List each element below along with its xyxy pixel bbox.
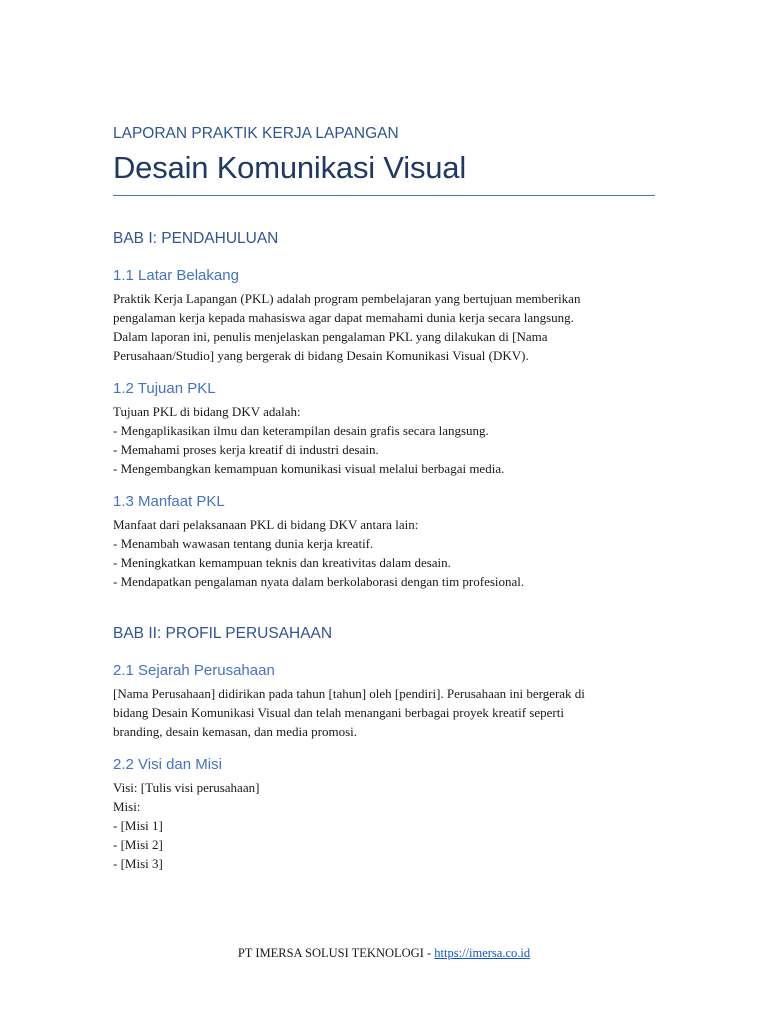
list-item: - Meningkatkan kemampuan teknis dan kreativitas dalam desain. (113, 555, 451, 570)
section-heading-2-1: 2.1 Sejarah Perusahaan (113, 662, 275, 679)
body-line: bidang Desain Komunikasi Visual dan telah menangani berbagai proyek kreatif seperti (113, 705, 564, 720)
list-item: - Menambah wawasan tentang dunia kerja kreatif. (113, 536, 374, 551)
title-divider (113, 195, 655, 196)
body-line: Dalam laporan ini, penulis menjelaskan pengalaman PKL yang dilakukan di [Nama (113, 329, 548, 344)
section-body-2-1 (113, 684, 658, 741)
list-item: - [Misi 2] (113, 837, 163, 852)
body-line: Perusahaan/Studio] yang bergerak di bidang Desain Komunikasi Visual (DKV). (113, 348, 529, 363)
footer-company: PT IMERSA SOLUSI TEKNOLOGI - (237, 946, 435, 960)
section-body-2-2 (113, 778, 658, 873)
body-line: Tujuan PKL di bidang DKV adalah: (113, 404, 301, 419)
body-line: Misi: (113, 799, 141, 814)
section-body-1-3 (113, 515, 658, 591)
body-line: Praktik Kerja Lapangan (PKL) adalah program pembelajaran yang bertujuan memberikan (113, 291, 581, 306)
body-line: branding, desain kemasan, dan media promosi. (113, 724, 358, 739)
document-title: Desain Komunikasi Visual (113, 150, 467, 185)
page-footer (0, 946, 768, 961)
section-body-1-1 (113, 289, 658, 365)
body-line: [Nama Perusahaan] didirikan pada tahun [tahun] oleh [pendiri]. Perusahaan ini bergerak di (113, 686, 585, 701)
body-line: pengalaman kerja kepada mahasiswa agar dapat memahami dunia kerja secara langsung. (113, 310, 574, 325)
list-item: - Mendapatkan pengalaman nyata dalam berkolaborasi dengan tim profesional. (113, 574, 525, 589)
list-item: - [Misi 3] (113, 856, 163, 871)
list-item: - Mengembangkan kemampuan komunikasi visual melalui berbagai media. (113, 461, 505, 476)
chapter-heading-2: BAB II: PROFIL PERUSAHAAN (113, 625, 333, 642)
footer-website-link[interactable]: https://imersa.co.id (434, 946, 531, 960)
section-body-1-2 (113, 402, 658, 478)
chapter-heading-1: BAB I: PENDAHULUAN (113, 230, 279, 247)
section-heading-1-3: 1.3 Manfaat PKL (113, 493, 225, 510)
document-subtitle: LAPORAN PRAKTIK KERJA LAPANGAN (113, 125, 399, 142)
body-line: Visi: [Tulis visi perusahaan] (113, 780, 260, 795)
list-item: - [Misi 1] (113, 818, 163, 833)
section-heading-1-2: 1.2 Tujuan PKL (113, 380, 216, 397)
section-heading-2-2: 2.2 Visi dan Misi (113, 756, 222, 773)
body-line: Manfaat dari pelaksanaan PKL di bidang DKV antara lain: (113, 517, 419, 532)
list-item: - Mengaplikasikan ilmu dan keterampilan desain grafis secara langsung. (113, 423, 489, 438)
section-heading-1-1: 1.1 Latar Belakang (113, 267, 239, 284)
list-item: - Memahami proses kerja kreatif di industri desain. (113, 442, 379, 457)
